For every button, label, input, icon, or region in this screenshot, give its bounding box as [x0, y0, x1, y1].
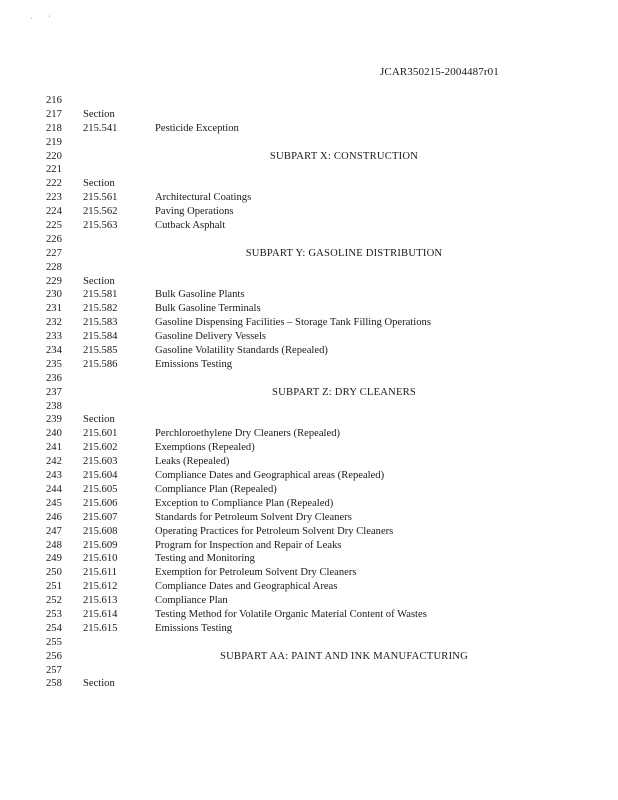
section-title: Emissions Testing [155, 358, 233, 370]
subpart-heading: SUBPART Z: DRY CLEANERS [272, 386, 416, 398]
section-title: Compliance Plan (Repealed) [155, 483, 277, 495]
section-number: 215.541 [83, 122, 118, 134]
document-line [0, 233, 618, 247]
section-title: Standards for Petroleum Solvent Dry Cleaners [155, 511, 352, 523]
subpart-heading: SUBPART AA: PAINT AND INK MANUFACTURING [219, 650, 469, 662]
section-title: Bulk Gasoline Plants [155, 289, 245, 301]
line-number: 224 [46, 206, 62, 218]
section-number: 215.603 [83, 456, 118, 468]
line-number: 221 [46, 164, 62, 176]
document-body [0, 94, 618, 691]
section-number: 215.606 [83, 497, 118, 509]
line-number: 250 [46, 567, 62, 579]
document-line [0, 386, 618, 400]
section-title: Gasoline Dispensing Facilities – Storage Tank Filling Operations [155, 317, 431, 329]
section-title: Perchloroethylene Dry Cleaners (Repealed) [155, 428, 341, 440]
line-number: 216 [46, 95, 62, 106]
document-line [0, 372, 618, 386]
line-number: 245 [46, 497, 62, 509]
document-line [0, 400, 618, 414]
document-line [0, 594, 618, 608]
line-number: 217 [46, 108, 62, 120]
section-number: 215.562 [83, 206, 118, 218]
line-number: 218 [46, 122, 62, 134]
line-number: 230 [46, 289, 62, 301]
section-number: 215.613 [83, 595, 118, 607]
section-number: 215.609 [83, 539, 118, 551]
document-line [0, 358, 618, 372]
line-number: 227 [46, 247, 62, 259]
document-line [0, 566, 618, 580]
section-title: Operating Practices for Petroleum Solvent Dry Cleaners [155, 525, 394, 537]
document-line [0, 177, 618, 191]
section-number: 215.583 [83, 317, 118, 329]
section-number: 215.610 [83, 553, 118, 565]
line-number: 222 [46, 178, 62, 190]
line-number: 252 [46, 595, 62, 607]
section-title: Paving Operations [155, 206, 234, 218]
document-line [0, 94, 618, 108]
document-line [0, 247, 618, 261]
document-line [0, 191, 618, 205]
line-number: 256 [46, 650, 62, 662]
line-number: 236 [46, 372, 62, 384]
line-number: 243 [46, 470, 62, 482]
document-line [0, 427, 618, 441]
document-line [0, 344, 618, 358]
document-line [0, 539, 618, 553]
section-number: 215.584 [83, 331, 118, 343]
line-number: 238 [46, 400, 62, 412]
section-title: Architectural Coatings [155, 192, 252, 204]
section-number: 215.585 [83, 345, 118, 357]
section-number: Section [83, 678, 115, 690]
line-number: 249 [46, 553, 62, 565]
section-number: Section [83, 178, 115, 190]
document-line [0, 636, 618, 650]
document-line [0, 288, 618, 302]
section-title: Pesticide Exception [155, 122, 239, 134]
section-number: 215.612 [83, 581, 118, 593]
section-title: Exemption for Petroleum Solvent Dry Cleaners [155, 567, 357, 579]
subpart-heading: SUBPART X: CONSTRUCTION [269, 150, 419, 162]
section-number: 215.581 [83, 289, 118, 301]
section-title: Testing Method for Volatile Organic Material Content of Wastes [155, 608, 427, 620]
document-line [0, 441, 618, 455]
section-title: Compliance Dates and Geographical Areas [155, 581, 338, 593]
document-line [0, 664, 618, 678]
document-line [0, 469, 618, 483]
section-number: Section [83, 275, 115, 287]
section-number: 215.586 [83, 358, 118, 370]
line-number: 225 [46, 220, 62, 232]
document-line [0, 413, 618, 427]
document-line [0, 219, 618, 233]
document-line [0, 261, 618, 275]
line-number: 254 [46, 622, 62, 634]
line-number: 253 [46, 608, 62, 620]
section-title: Testing and Monitoring [155, 553, 255, 565]
line-number: 239 [46, 414, 62, 426]
document-line [0, 677, 618, 691]
document-line [0, 163, 618, 177]
document-line [0, 330, 618, 344]
line-number: 255 [46, 636, 62, 648]
section-number: 215.608 [83, 525, 118, 537]
section-title: Compliance Plan [155, 595, 228, 607]
section-title: Bulk Gasoline Terminals [155, 303, 261, 315]
document-id: JCAR350215-2004487r01 [380, 66, 499, 78]
line-number: 219 [46, 136, 62, 148]
line-number: 257 [46, 664, 62, 676]
document-line [0, 275, 618, 289]
line-number: 220 [46, 150, 62, 162]
line-number: 246 [46, 511, 62, 523]
line-number: 248 [46, 539, 62, 551]
document-line [0, 552, 618, 566]
section-title: Cutback Asphalt [155, 220, 226, 232]
section-title: Compliance Dates and Geographical areas (Repealed) [155, 470, 385, 482]
line-number: 229 [46, 275, 62, 287]
line-number: 231 [46, 303, 62, 315]
section-number: Section [83, 108, 115, 120]
document-line [0, 108, 618, 122]
document-line [0, 205, 618, 219]
document-line [0, 650, 618, 664]
section-number: 215.563 [83, 220, 118, 232]
line-number: 228 [46, 261, 62, 273]
subpart-heading: SUBPART Y: GASOLINE DISTRIBUTION [245, 247, 443, 259]
section-number: 215.605 [83, 483, 118, 495]
line-number: 226 [46, 233, 62, 245]
line-number: 235 [46, 358, 62, 370]
line-number: 234 [46, 345, 62, 357]
section-number: 215.604 [83, 470, 118, 482]
scan-specks: · ' [30, 14, 51, 23]
document-line [0, 608, 618, 622]
document-line [0, 497, 618, 511]
section-title: Exception to Compliance Plan (Repealed) [155, 497, 334, 509]
section-title: Emissions Testing [155, 622, 233, 634]
document-line [0, 455, 618, 469]
line-number: 233 [46, 331, 62, 343]
line-number: 244 [46, 483, 62, 495]
document-line [0, 316, 618, 330]
line-number: 241 [46, 442, 62, 454]
line-number: 251 [46, 581, 62, 593]
document-line [0, 150, 618, 164]
document-line [0, 511, 618, 525]
section-number: Section [83, 414, 115, 426]
line-number: 237 [46, 386, 62, 398]
section-number: 215.615 [83, 622, 118, 634]
document-line [0, 525, 618, 539]
section-title: Program for Inspection and Repair of Leaks [155, 539, 342, 551]
line-number: 242 [46, 456, 62, 468]
line-number: 258 [46, 678, 62, 690]
section-number: 215.601 [83, 428, 118, 440]
section-title: Gasoline Delivery Vessels [155, 331, 267, 343]
line-number: 232 [46, 317, 62, 329]
section-number: 215.602 [83, 442, 118, 454]
section-number: 215.614 [83, 608, 118, 620]
section-number: 215.607 [83, 511, 118, 523]
section-number: 215.561 [83, 192, 118, 204]
section-title: Exemptions (Repealed) [155, 442, 255, 454]
document-line [0, 302, 618, 316]
line-number: 223 [46, 192, 62, 204]
section-title: Leaks (Repealed) [155, 456, 230, 468]
line-number: 240 [46, 428, 62, 440]
document-line [0, 136, 618, 150]
section-number: 215.582 [83, 303, 118, 315]
document-line [0, 622, 618, 636]
line-number: 247 [46, 525, 62, 537]
section-title: Gasoline Volatility Standards (Repealed) [155, 345, 328, 357]
document-line [0, 580, 618, 594]
document-line [0, 122, 618, 136]
document-line [0, 483, 618, 497]
section-number: 215.611 [83, 567, 118, 579]
